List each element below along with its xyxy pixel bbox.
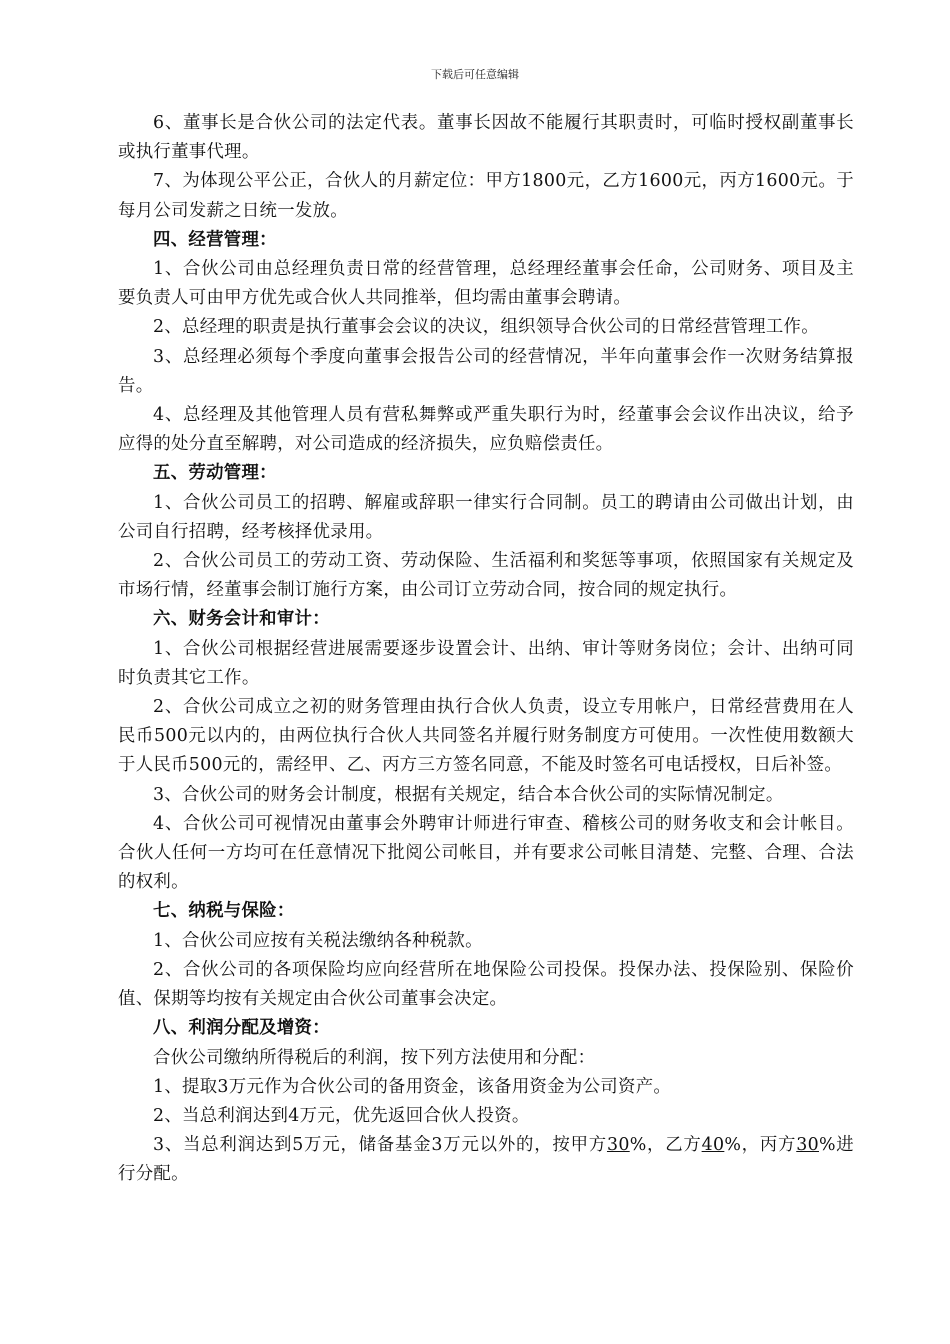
paragraph: 1、提取3万元作为合伙公司的备用资金，该备用资金为公司资产。 [153, 1076, 672, 1097]
section-heading: 六、财务会计和审计： [153, 609, 330, 630]
section-heading: 四、经营管理： [153, 229, 277, 250]
profit-distribution-paragraph [118, 1131, 854, 1189]
paragraph: 3、合伙公司的财务会计制度，根据有关规定，结合本合伙公司的实际情况制定。 [153, 784, 784, 805]
section-heading: 八、利润分配及增资： [153, 1018, 330, 1039]
distribution-text: %，丙方 [724, 1135, 797, 1156]
distribution-text: 3、当总利润达到5万元，储备基金3万元以外的，按甲方 [153, 1135, 607, 1156]
party-b-share: 40 [701, 1135, 725, 1156]
party-a-share: 30 [606, 1135, 630, 1156]
paragraph: 2、合伙公司员工的劳动工资、劳动保险、生活福利和奖惩等事项，依照国家有关规定及市场行情，经董事会制订施行方案，由公司订立劳动合同，按合同的规定执行。 [118, 551, 854, 601]
distribution-text: %进行分配。 [118, 1135, 854, 1185]
paragraph: 2、合伙公司成立之初的财务管理由执行合伙人负责，设立专用帐户，日常经营费用在人民币500元以内的，由两位执行合伙人共同签名并履行财务制度方可使用。一次性使用数额大于人民币500元的，需经甲、乙、丙方三方签名同意，不能及时签名可电话授权，日后补签。 [118, 697, 854, 776]
paragraph: 2、当总利润达到4万元，优先返回合伙人投资。 [153, 1105, 530, 1126]
paragraph: 4、总经理及其他管理人员有营私舞弊或严重失职行为时，经董事会会议作出决议，给予应得的处分直至解聘，对公司造成的经济损失，应负赔偿责任。 [118, 405, 854, 455]
section-heading: 七、纳税与保险： [153, 901, 295, 922]
paragraph: 6、董事长是合伙公司的法定代表。董事长因故不能履行其职责时，可临时授权副董事长或执行董事代理。 [118, 113, 854, 163]
paragraph: 1、合伙公司由总经理负责日常的经营管理，总经理经董事会任命，公司财务、项目及主要负责人可由甲方优先或合伙人共同推举，但均需由董事会聘请。 [118, 259, 854, 309]
distribution-text: %，乙方 [629, 1135, 702, 1156]
paragraph: 2、总经理的职责是执行董事会会议的决议，组织领导合伙公司的日常经营管理工作。 [153, 317, 819, 338]
section-heading: 五、劳动管理： [153, 463, 277, 484]
paragraph: 合伙公司缴纳所得税后的利润，按下列方法使用和分配： [153, 1047, 596, 1068]
paragraph: 4、合伙公司可视情况由董事会外聘审计师进行审查、稽核公司的财务收支和会计帐目。合伙人任何一方均可在任意情况下批阅公司帐目，并有要求公司帐目清楚、完整、合理、合法的权利。 [118, 813, 854, 893]
paragraph: 1、合伙公司根据经营进展需要逐步设置会计、出纳、审计等财务岗位；会计、出纳可同时负责其它工作。 [118, 638, 854, 688]
paragraph: 2、合伙公司的各项保险均应向经营所在地保险公司投保。投保办法、投保险别、保险价值、保期等均按有关规定由合伙公司董事会决定。 [118, 959, 854, 1010]
paragraph: 1、合伙公司员工的招聘、解雇或辞职一律实行合同制。员工的聘请由公司做出计划，由公司自行招聘，经考核择优录用。 [118, 492, 854, 542]
document-body [118, 109, 854, 1190]
page-header: 下载后可任意编辑 [431, 68, 519, 81]
party-c-share: 30 [796, 1135, 819, 1156]
paragraph: 1、合伙公司应按有关税法缴纳各种税款。 [153, 930, 483, 951]
paragraph: 7、为体现公平公正，合伙人的月薪定位：甲方1800元，乙方1600元，丙方1600元。于每月公司发薪之日统一发放。 [118, 171, 854, 221]
paragraph: 3、总经理必须每个季度向董事会报告公司的经营情况，半年向董事会作一次财务结算报告。 [118, 346, 854, 396]
